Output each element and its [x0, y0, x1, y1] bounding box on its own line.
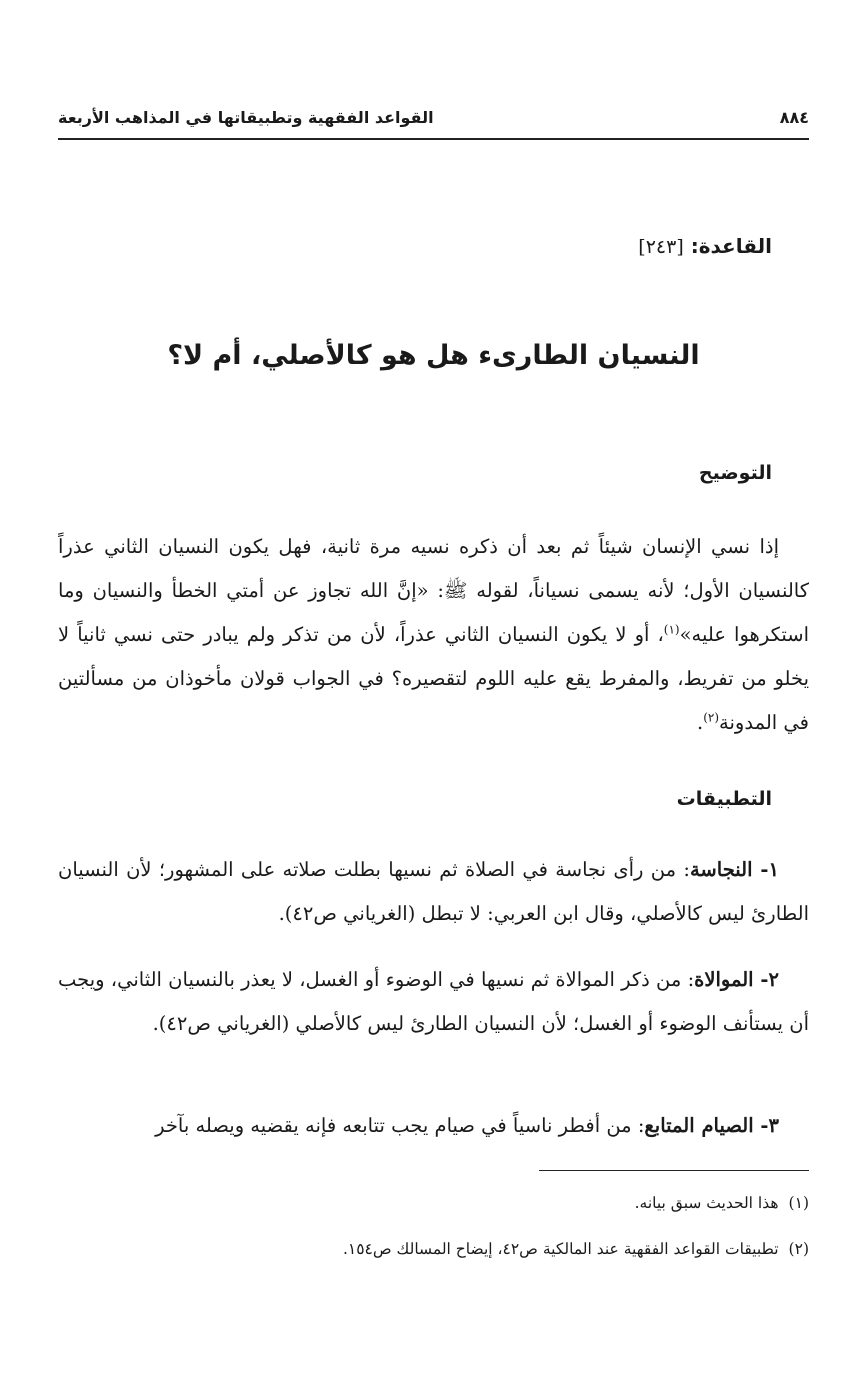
application-item-1-title: ١- النجاسة — [689, 858, 780, 881]
application-item-3-text: : من أفطر ناسياً في صيام يجب تتابعه فإنه يقضيه ويصله بآخر — [155, 1114, 645, 1137]
footnote-ref-1: (١) — [663, 622, 680, 637]
rule-title: النسيان الطارىء هل هو كالأصلي، أم لا؟ — [167, 340, 700, 371]
application-item-1 — [58, 848, 809, 936]
footnote-2-number: (٢) — [788, 1240, 809, 1258]
page-number: ٨٨٤ — [779, 107, 809, 127]
application-item-2-text: : من ذكر الموالاة ثم نسيها في الوضوء أو الغسل، لا يعذر بالنسيان الثاني، ويجب أن يستأنف الوضوء أو الغسل؛ لأن النسيان الطارئ ليس كالأصلي (الغرياني ص٤٢). — [58, 968, 809, 1035]
footnote-ref-2: (٢) — [703, 710, 720, 725]
application-item-1-text: : من رأى نجاسة في الصلاة ثم نسيها بطلت صلاته على المشهور؛ لأن النسيان الطارئ ليس كالأصلي، وقال ابن العربي: لا تبطل (الغرياني ص٤٢). — [58, 858, 809, 925]
explanation-paragraph — [58, 525, 809, 745]
application-item-2-title: ٢- الموالاة — [694, 968, 779, 991]
footnote-1-number: (١) — [788, 1194, 809, 1212]
running-header — [58, 100, 809, 140]
rule-number: [٢٤٣] — [638, 236, 684, 258]
application-item-3-title: ٣- الصيام المتابع — [644, 1114, 779, 1137]
footnote-separator — [539, 1170, 809, 1171]
footnote-2-text: تطبيقات القواعد الفقهية عند المالكية ص٤٢، إيضاح المسالك ص١٥٤. — [342, 1240, 779, 1258]
footnote-1 — [58, 1192, 809, 1214]
book-title: القواعد الفقهية وتطبيقاتها في المذاهب الأربعة — [58, 107, 434, 127]
rule-label — [638, 234, 772, 258]
footnote-1-text: هذا الحديث سبق بيانه. — [634, 1194, 779, 1212]
rule-label-text: القاعدة: — [690, 234, 772, 258]
explanation-text-2: ، أو لا يكون النسيان الثاني عذراً، لأن من تذكر ولم يبادر حتى نسي ثانياً لا يخلو من تفريط، والمفرط يقع عليه اللوم لتقصيره؟ في الجواب قولان مأخوذان من مسألتين في المدونة — [58, 623, 809, 734]
applications-heading: التطبيقات — [676, 788, 772, 810]
explanation-heading: التوضيح — [698, 462, 772, 484]
explanation-text-1: إذا نسي الإنسان شيئاً ثم بعد أن ذكره نسيه مرة ثانية، فهل يكون النسيان الثاني عذراً كالنسيان الأول؛ لأنه يسمى نسياناً، لقوله ﷺ: «إنَّ الله تجاوز عن أمتي الخطأ والنسيان وما استكرهوا عليه» — [58, 535, 809, 646]
explanation-text-end: . — [697, 711, 704, 734]
application-item-3 — [58, 1104, 809, 1148]
application-item-2 — [58, 958, 809, 1046]
footnote-2 — [58, 1238, 809, 1260]
